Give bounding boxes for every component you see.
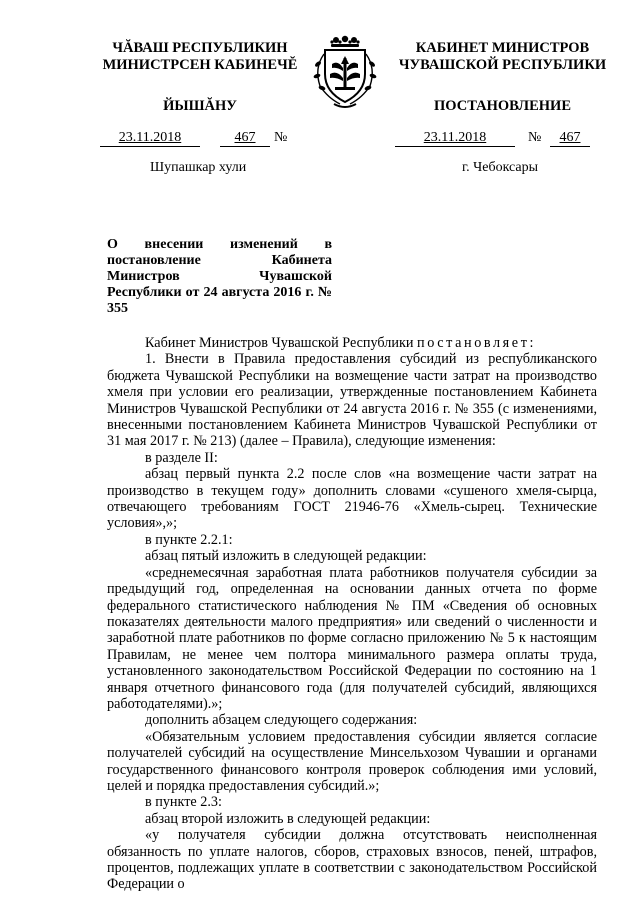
resolution-word: постановляет: [417,335,537,351]
registration-right [395,130,610,148]
registration-right-date: 23.11.2018 [395,130,515,147]
paragraph: абзац первый пункта 2.2 после слов «на возмещение части затрат на производство в текущем году» дополнить словами «сушеного хмеля-сырца, отвечающего требованиям ГОСТ 21946-76 «Хмель-сырец. Технические условия»,»; [107,466,597,532]
paragraph: 1. Внести в Правила предоставления субсидий из республиканского бюджета Чувашской Республики на возмещение части затрат на производство хмеля при условии его реализации, утвержденные постановлением Кабинета Министров Чувашской Республики от 24 августа 2016 г. № 355 (с изменениями, внесенными постановлением Кабинета Министров Чувашской Республики от 31 мая 2017 г. № 213) (далее – Правила), следующие изменения: [107,351,597,450]
document-body [107,335,597,893]
registration-left-date: 23.11.2018 [100,130,200,147]
registration-right-number: 467 [550,130,590,147]
registration-left-number: 467 [220,130,270,147]
paragraph: абзац пятый изложить в следующей редакции: [145,548,427,565]
place-right: г. Чебоксары [462,160,539,175]
registration-left [100,130,300,148]
doctype-right: ПОСТАНОВЛЕНИЕ [433,98,571,114]
paragraph: «Обязательным условием предоставления субсидии является согласие получателей субсидий на осуществление Минсельхозом Чувашии и органами государственного финансового контроля проверок соблюдения ими условий, целей и порядка предоставления субсидий.»; [107,728,597,794]
header-right [395,40,610,74]
paragraph: «у получателя субсидии должна отсутствовать неисполненная обязанность по уплате налогов, сборов, страховых взносов, пеней, штрафов, процентов, подлежащих уплате в соответствии с законодательством Российской Федерации о [107,827,597,893]
paragraph: «среднемесячная заработная плата работников получателя субсидии за предыдущий год, определенная на основании данных отчета по форме федерального статистического наблюдения № ПМ «Сведения об основных показателях деятельности малого предприятия» или сведений о численности и заработной плате работников по форме согласно приложению № 5 к настоящим Правилам, не менее чем полтора минимального размера оплаты труда, установленного законодательством Российской Федерации по состоянию на 1 января отчетного финансового года (для получателей субсидий, являющихся работодателями).»; [107,564,597,712]
doctype-left: ЙЫШĂНУ [163,98,237,114]
header-right-line1: КАБИНЕТ МИНИСТРОВ [415,40,590,56]
paragraph-text: Кабинет Министров Чувашской Республики [145,335,417,351]
header-right-line2: ЧУВАШСКОЙ РЕСПУБЛИКИ [398,57,607,73]
coat-of-arms-emblem [310,34,380,110]
place-left: Шупашкар хули [150,160,247,175]
paragraph [107,335,597,351]
registration-left-no-sign: № [274,130,288,145]
paragraph: абзац второй изложить в следующей редакции: [145,810,431,827]
header-left [100,40,300,74]
registration-right-no-sign: № [528,130,542,145]
paragraph: в пункте 2.2.1: [145,531,233,548]
header-left-line1: ЧĂВАШ РЕСПУБЛИКИН [112,40,288,56]
document-title: О внесении изменений в постановление Кабинета Министров Чувашской Республики от 24 августа 2016 г. № 355 [107,237,332,316]
paragraph: дополнить абзацем следующего содержания: [145,712,418,729]
paragraph: в пункте 2.3: [145,794,222,811]
paragraph: в разделе II: [145,449,218,466]
header-left-line2: МИНИСТРСЕН КАБИНЕЧĔ [102,57,298,73]
